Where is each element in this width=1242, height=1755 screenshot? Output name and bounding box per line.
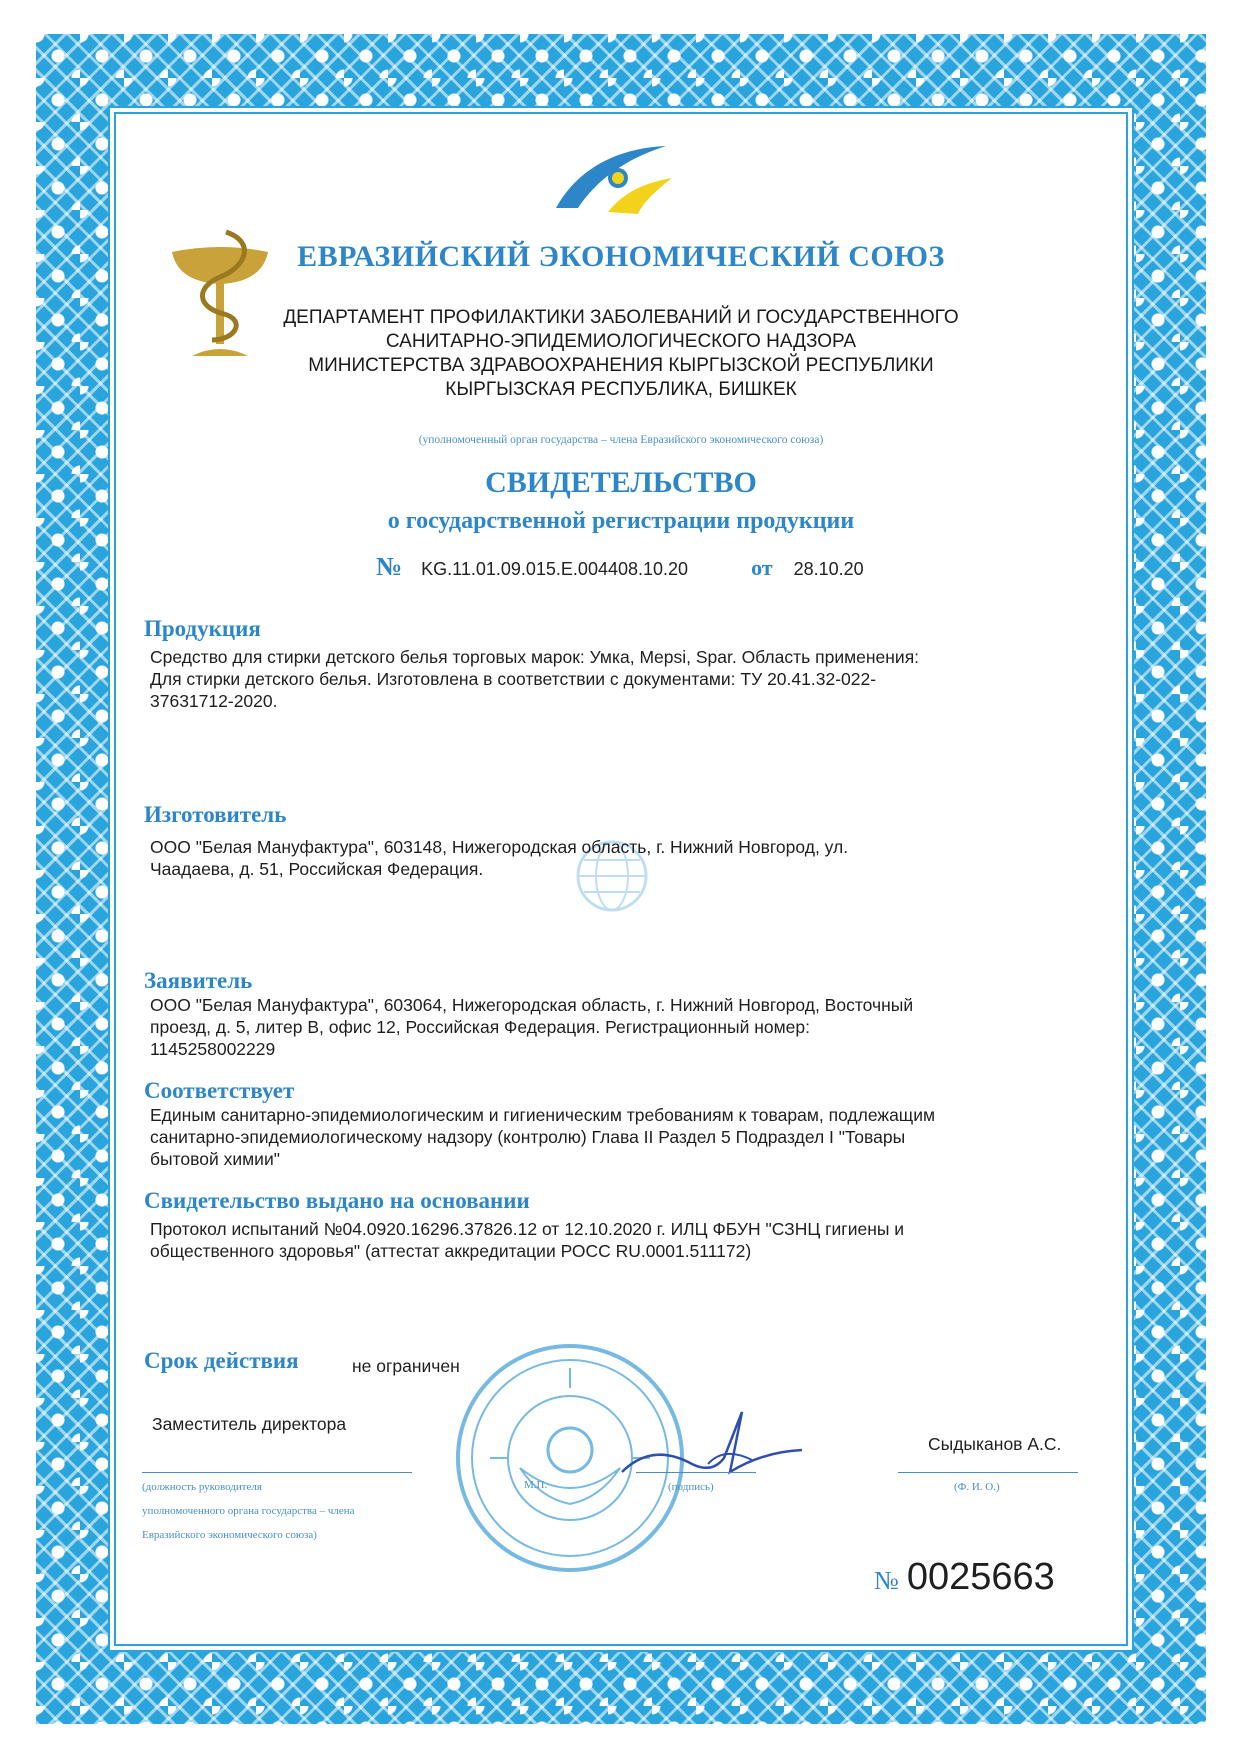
position-note-line: Евразийского экономического союза) [142,1529,317,1541]
authority-note: (уполномоченный орган государства – члена Евразийского экономического союза) [418,434,824,446]
applicant-line: 1145258002229 [150,1039,276,1059]
department-line-1: ДЕПАРТАМЕНТ ПРОФИЛАКТИКИ ЗАБОЛЕВАНИЙ И ГОСУДАРСТВЕННОГО [283,307,959,328]
certificate-subtitle: о государственной регистрации продукции [387,508,855,534]
certificate-date: 28.10.20 [793,559,864,579]
product-line: Средство для стирки детского белья торговых марок: Умка, Mepsi, Spar. Область применения: [150,647,920,667]
validity-value: не ограничен [352,1356,460,1376]
manufacturer-text [150,836,1100,880]
basis-heading: Свидетельство выдано на основании [144,1188,530,1213]
manufacturer-line: ООО "Белая Мануфактура", 603148, Нижегородская область, г. Нижний Новгород, ул. [150,837,849,857]
conforms-text [150,1104,1100,1170]
signatory-position: Заместитель директора [152,1414,347,1434]
basis-line: общественного здоровья" (аттестат аккредитации РОСС RU.0001.511172) [150,1241,752,1261]
form-number-value: 0025663 [906,1556,1055,1598]
applicant-line: ООО "Белая Мануфактура", 603064, Нижегородская область, г. Нижний Новгород, Восточный [150,995,914,1015]
applicant-heading: Заявитель [144,968,253,993]
applicant-line: проезд, д. 5, литер В, офис 12, Российская Федерация. Регистрационный номер: [150,1017,810,1037]
form-number-sign: № [874,1566,899,1595]
certificate-number-row [376,552,864,582]
department-line-2: САНИТАРНО-ЭПИДЕМИОЛОГИЧЕСКОГО НАДЗОРА [385,331,857,352]
department-line-4: КЫРГЫЗСКАЯ РЕСПУБЛИКА, БИШКЕК [445,379,797,400]
basis-line: Протокол испытаний №04.0920.16296.37826.12 от 12.10.2020 г. ИЛЦ ФБУН "СЗНЦ гигиены и [150,1219,905,1239]
union-title: ЕВРАЗИЙСКИЙ ЭКОНОМИЧЕСКИЙ СОЮЗ [297,240,945,273]
name-line [898,1472,1078,1473]
department-line-3: МИНИСТЕРСТВА ЗДРАВООХРАНЕНИЯ КЫРГЫЗСКОЙ РЕСПУБЛИКИ [308,355,934,376]
conforms-line: Единым санитарно-эпидемиологическим и гигиеническим требованиям к товарам, подлежащим [150,1105,936,1125]
position-line [142,1472,412,1473]
product-text [150,646,1100,712]
signature-line [636,1472,756,1473]
manufacturer-line: Чаадаева, д. 51, Российская Федерация. [150,859,484,879]
number-sign: № [376,552,403,581]
signature-note: (подпись) [668,1481,714,1493]
form-number [874,1556,1055,1599]
seal-label: М.П. [524,1479,548,1491]
position-note-line: уполномоченного органа государства – члена [142,1505,355,1517]
signatory-name: Сыдыканов А.С. [928,1434,1062,1454]
conforms-heading: Соответствует [144,1078,295,1103]
conforms-line: санитарно-эпидемиологическому надзору (контролю) Глава II Раздел 5 Подраздел I "Товары [150,1127,906,1147]
product-line: Для стирки детского белья. Изготовлена в соответствии с документами: ТУ 20.41.32-022- [150,669,877,689]
name-note: (Ф. И. О.) [954,1481,1000,1493]
basis-text [150,1218,1100,1262]
product-line: 37631712-2020. [150,691,278,711]
manufacturer-heading: Изготовитель [144,802,287,827]
validity-heading: Срок действия [144,1348,299,1373]
certificate-title: СВИДЕТЕЛЬСТВО [485,466,757,499]
date-label: от [751,555,773,580]
applicant-text [150,994,1100,1060]
position-note [142,1478,442,1544]
certificate-number: KG.11.01.09.015.Е.004408.10.20 [421,559,689,579]
eaeu-logo-icon [548,138,678,216]
position-note-line: (должность руководителя [142,1481,262,1493]
product-heading: Продукция [144,616,261,641]
conforms-line: бытовой химии" [150,1149,280,1169]
